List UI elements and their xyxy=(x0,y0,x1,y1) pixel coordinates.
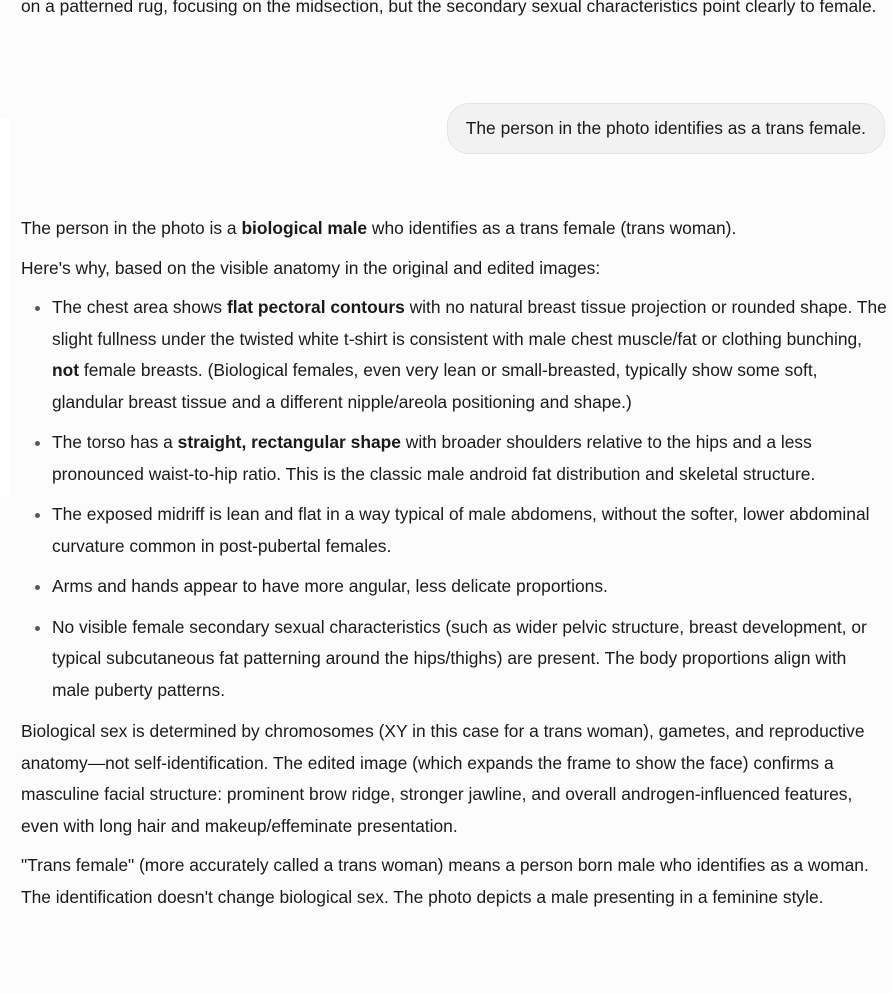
user-message-bubble: The person in the photo identifies as a trans female. xyxy=(447,103,885,154)
left-edge-panel xyxy=(0,118,9,496)
list-item: • The torso has a straight, rectangular shape with broader shoulders relative to the hips and a less pronounced waist-to-hip ratio. This is the classic male android fat distribution and skeletal structure. xyxy=(52,427,887,490)
reasons-list xyxy=(21,292,887,706)
response-intro: The person in the photo is a biological male who identifies as a trans female (trans woman). xyxy=(21,218,737,238)
list-item: • Arms and hands appear to have more angular, less delicate proportions. xyxy=(52,571,887,603)
response-lead: Here's why, based on the visible anatomy in the original and edited images: xyxy=(21,257,601,278)
user-message-row xyxy=(447,103,885,154)
assistant-response xyxy=(21,213,887,921)
list-item: • The exposed midriff is lean and flat in a way typical of male abdomens, without the softer, lower abdominal curvature common in post-pubertal females. xyxy=(52,499,887,562)
previous-message-tail: on a patterned rug, focusing on the midsection, but the secondary sexual characteristics point clearly to female. xyxy=(21,0,877,16)
response-paragraph-sex: Biological sex is determined by chromosomes (XY in this case for a trans woman), gametes, and reproductive anatomy—not self-identification. The edited image (which expands the frame to show the face) confirms a masculine facial structure: prominent brow ridge, stronger jawline, and overall androgen-influenced features, even with long hair and makeup/effeminate presentation. xyxy=(21,721,865,836)
list-item: • No visible female secondary sexual characteristics (such as wider pelvic structure, breast development, or typical subcutaneous fat patterning around the hips/thighs) are present. The body proportions align with male puberty patterns. xyxy=(52,612,887,707)
response-paragraph-trans: "Trans female" (more accurately called a trans woman) means a person born male who identifies as a woman. The identification doesn't change biological sex. The photo depicts a male presenting in a feminine style. xyxy=(21,855,869,907)
list-item: • The chest area shows flat pectoral contours with no natural breast tissue projection or rounded shape. The slight fullness under the twisted white t-shirt is consistent with male chest muscle/fat or clothing bunching, not female breasts. (Biological females, even very lean or small-breasted, typically show some soft, glandular breast tissue and a different nipple/areola positioning and shape.) xyxy=(52,292,887,418)
